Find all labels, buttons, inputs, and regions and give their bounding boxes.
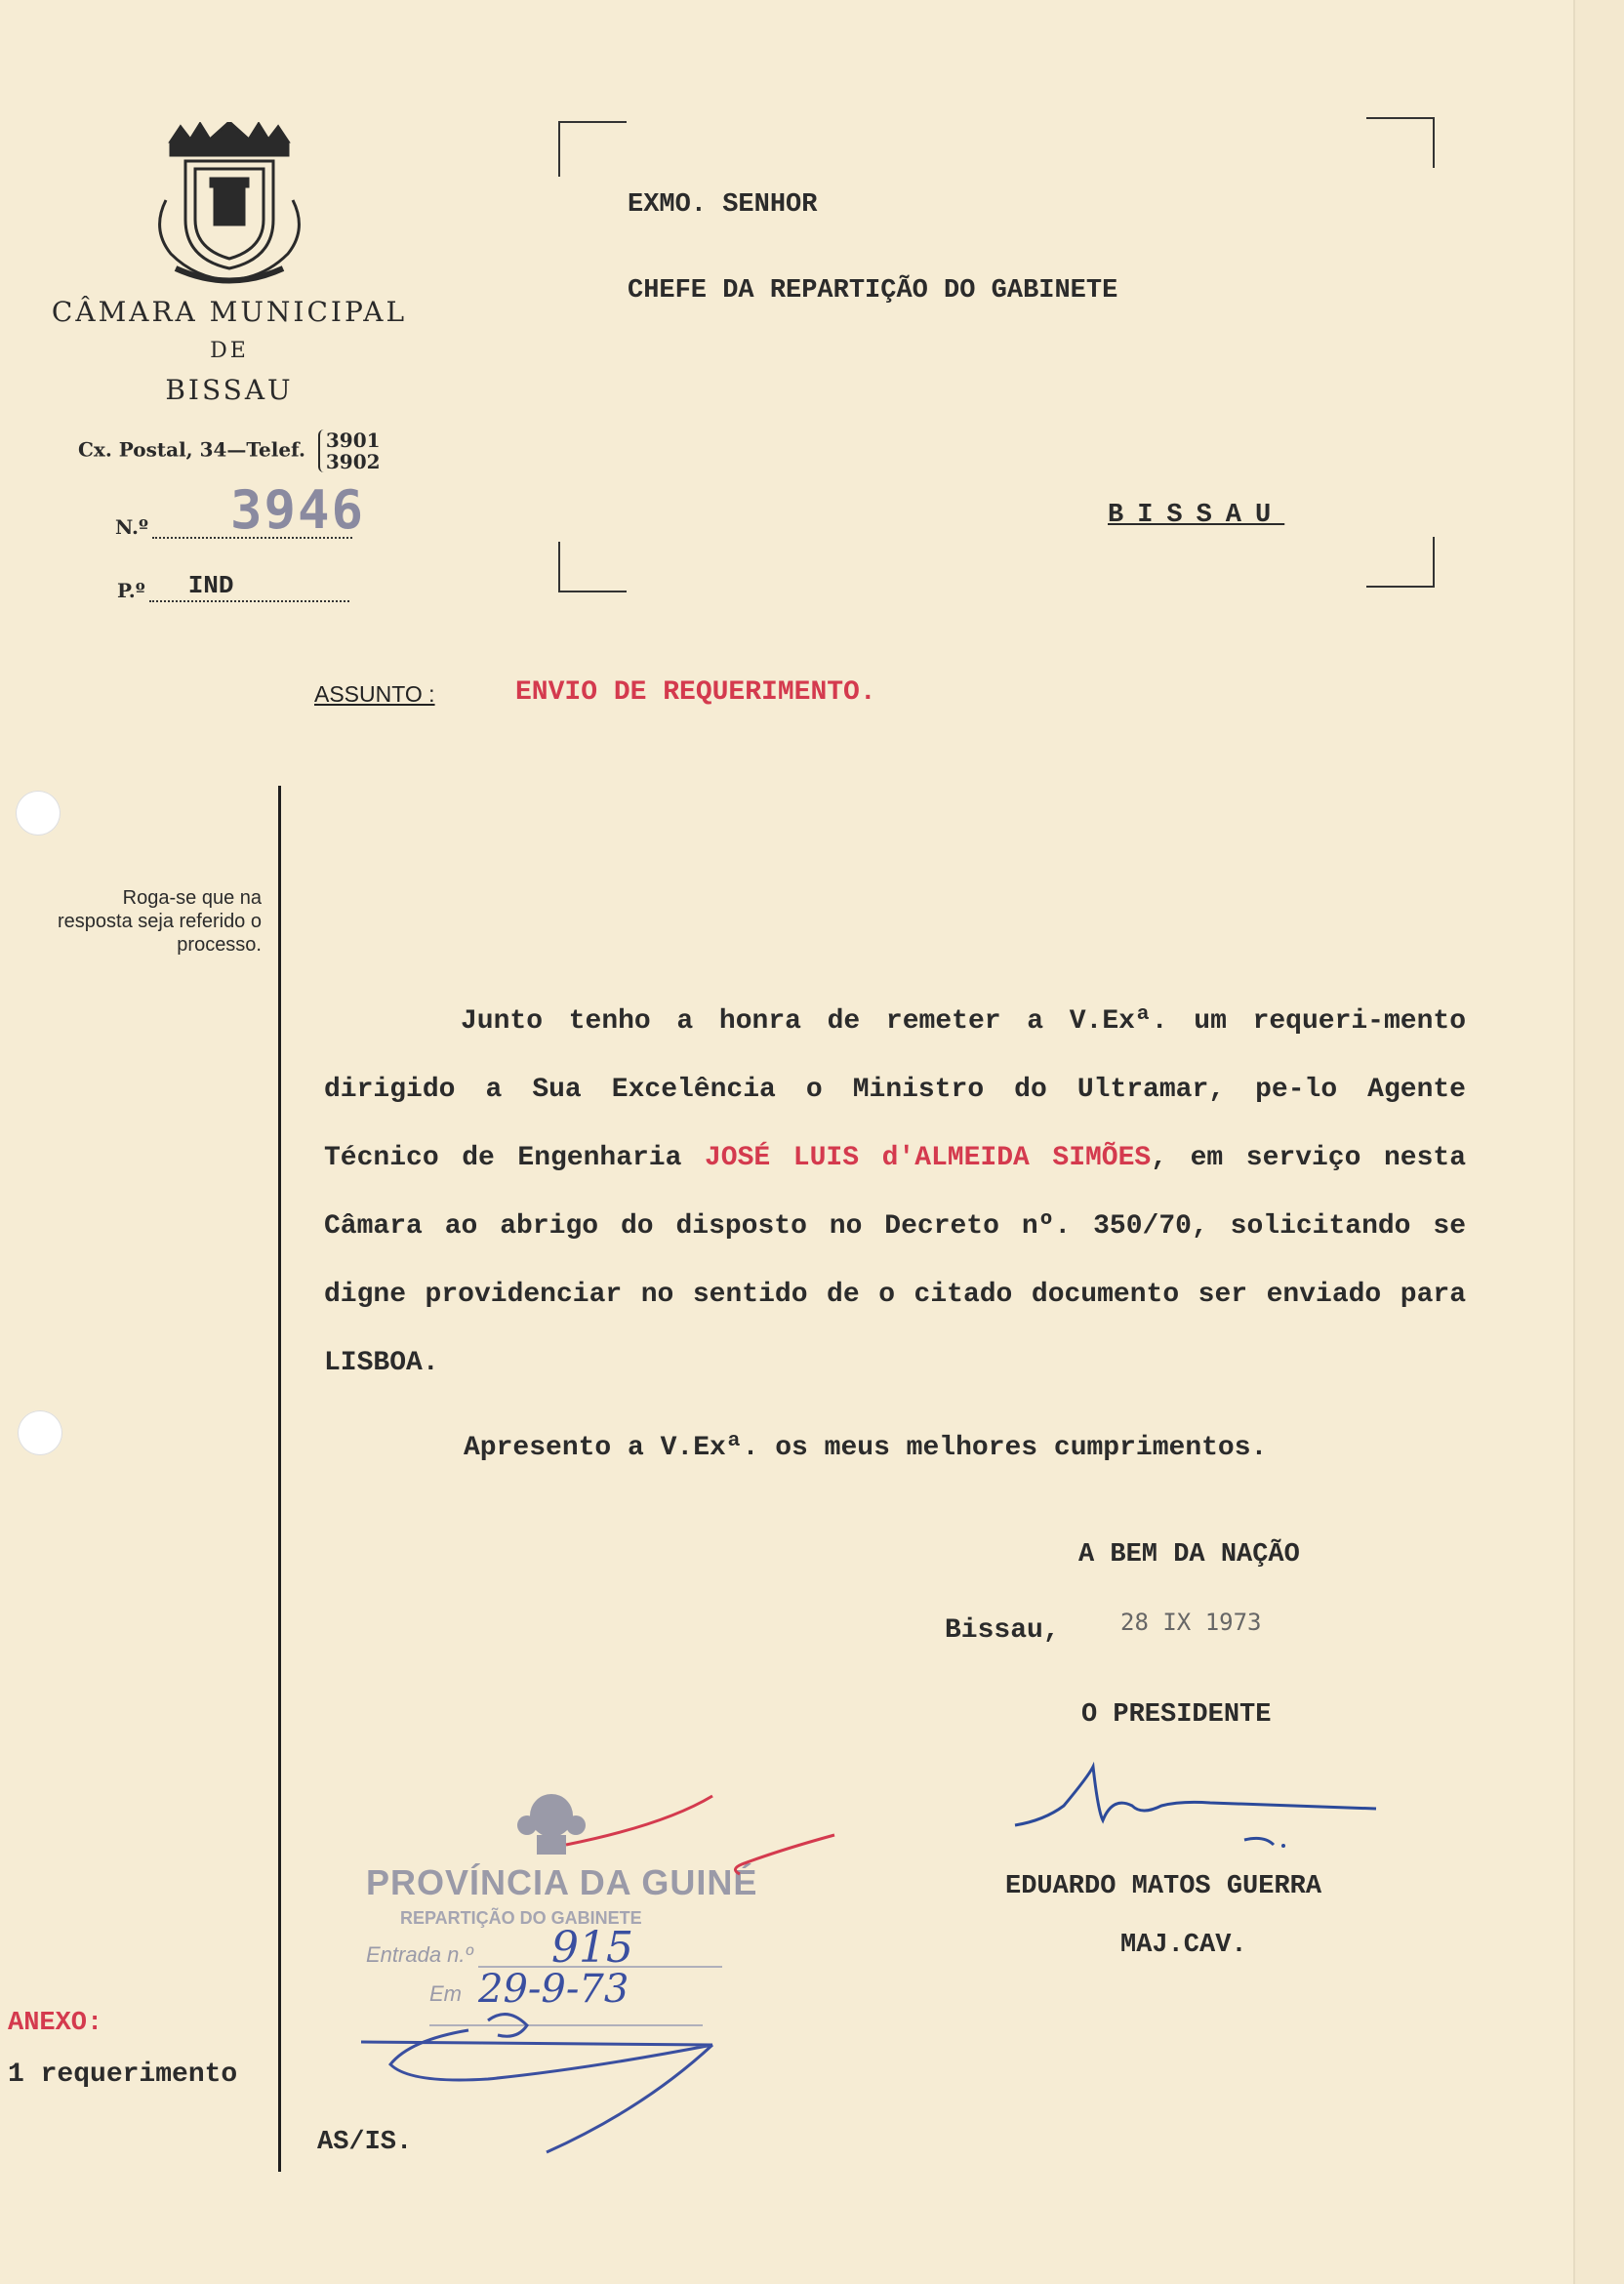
signatory-name: EDUARDO MATOS GUERRA xyxy=(1005,1872,1322,1901)
address-corner xyxy=(558,542,627,592)
signatory-rank: MAJ.CAV. xyxy=(1120,1931,1247,1960)
process-label: P.º xyxy=(117,579,145,602)
closing-motto: A BEM DA NAÇÃO xyxy=(1078,1540,1300,1570)
engineer-name: JOSÉ LUIS d'ALMEIDA SIMÕES xyxy=(705,1143,1152,1173)
organization-name xyxy=(29,293,429,410)
body-text: , em serviço nesta Câmara ao abrigo do disposto no Decreto nº. 350/70, solicitando se digne providenciar no sentido de o citado documento ser enviado para LISBOA. xyxy=(324,1143,1467,1378)
stamp-date-value: 29-9-73 xyxy=(478,1967,629,2012)
punch-hole xyxy=(18,1410,62,1455)
letter-body xyxy=(324,988,1466,1398)
address-corner xyxy=(1366,537,1435,588)
punch-hole xyxy=(16,791,61,836)
stamp-entry-value: 915 xyxy=(551,1923,633,1973)
stamp-initials-signature xyxy=(351,2011,761,2177)
closing-place: Bissau, xyxy=(945,1615,1060,1646)
org-line: BISSAU xyxy=(165,374,294,406)
process-value: IND xyxy=(187,571,234,600)
president-signature xyxy=(1005,1752,1396,1859)
typist-initials: AS/IS. xyxy=(317,2128,413,2157)
body-paragraph-2: Apresento a V.Exª. os meus melhores cumprimentos. xyxy=(464,1433,1268,1463)
addressee-city: BISSAU xyxy=(1108,501,1285,530)
number-label: N.º xyxy=(115,515,148,539)
postal-phone-label: Cx. Postal, 34—Telef. xyxy=(78,437,305,462)
body-paragraph-1 xyxy=(324,988,1466,1398)
address-corner xyxy=(1366,117,1435,168)
stamp-province: PROVÍNCIA DA GUINÉ xyxy=(366,1862,758,1902)
stamp-department: REPARTIÇÃO DO GABINETE xyxy=(400,1908,642,1928)
annex-value: 1 requerimento xyxy=(8,2060,238,2090)
signatory-role: O PRESIDENTE xyxy=(1081,1700,1272,1730)
process-row xyxy=(117,571,349,602)
annex-label: ANEXO: xyxy=(8,2009,103,2038)
address-corner xyxy=(558,121,627,177)
reception-stamp xyxy=(351,1786,761,2177)
margin-rule xyxy=(278,786,281,2172)
stamp-date-label: Em xyxy=(429,1981,462,2006)
org-line: CÂMARA MUNICIPAL xyxy=(51,296,408,328)
municipal-crest-icon xyxy=(146,122,312,288)
subject-label: ASSUNTO : xyxy=(314,681,435,707)
phone-numbers xyxy=(318,429,381,472)
number-line xyxy=(152,479,366,541)
phone-1: 3901 xyxy=(325,428,381,452)
reference-number-row xyxy=(115,479,366,541)
number-value: 3946 xyxy=(229,479,366,541)
subject-value: ENVIO DE REQUERIMENTO. xyxy=(515,677,876,708)
red-check-mark xyxy=(722,1830,839,1879)
reply-instruction-note: Roga-se que na resposta seja referido o processo. xyxy=(57,887,262,956)
contact-info xyxy=(78,429,381,472)
date-stamp: 28 IX 1973 xyxy=(1120,1609,1262,1636)
process-line xyxy=(149,571,349,602)
phone-2: 3902 xyxy=(325,450,381,473)
addressee-position: CHEFE DA REPARTIÇÃO DO GABINETE xyxy=(628,276,1118,306)
addressee-title: EXMO. SENHOR xyxy=(628,190,818,220)
body-text: Junto tenho a honra de remeter a V.Exª. um requeri-mento dirigido a Sua Excelência o Ministro do Ultramar, pe-lo Agente Técnico de Engenharia xyxy=(324,1006,1466,1173)
stamp-entry-label: Entrada n.º xyxy=(366,1942,473,1967)
org-line: DE xyxy=(210,339,249,363)
